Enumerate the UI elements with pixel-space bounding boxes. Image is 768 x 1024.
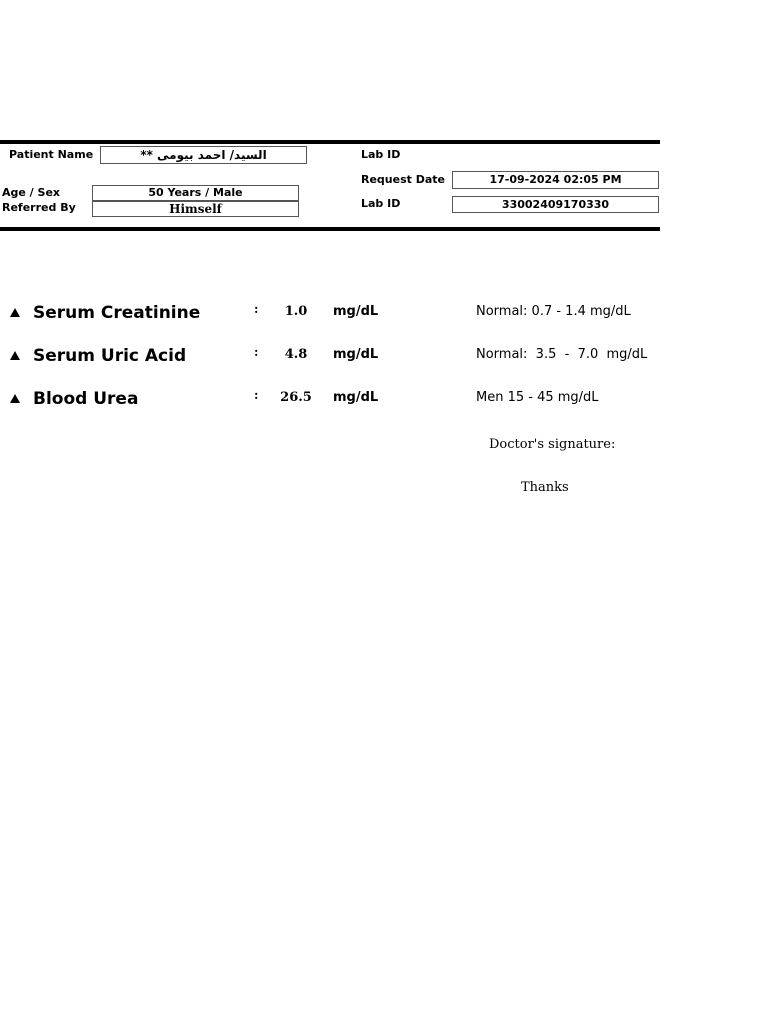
patient-name-value: السيد/ احمد بيومى ** (100, 146, 307, 164)
referred-by-label: Referred By (2, 201, 76, 214)
test-reference-range: Normal: 3.5 - 7.0 mg/dL (476, 347, 648, 362)
test-row-blood-urea (0, 387, 768, 411)
test-name: Blood Urea (33, 389, 139, 409)
triangle-up-icon (10, 351, 20, 360)
test-unit: mg/dL (333, 304, 379, 319)
test-value: 1.0 (284, 304, 308, 319)
referred-by-value: Himself (92, 201, 299, 217)
lab-id-label: Lab ID (361, 197, 401, 210)
thanks-text: Thanks (521, 480, 569, 495)
test-unit: mg/dL (333, 347, 379, 362)
triangle-up-icon (10, 308, 20, 317)
age-sex-label: Age / Sex (2, 186, 61, 199)
age-sex-value: 50 Years / Male (92, 185, 299, 201)
test-row-serum-creatinine (0, 301, 768, 325)
test-separator: : (254, 388, 259, 402)
header-top-rule (0, 140, 660, 144)
test-reference-range: Men 15 - 45 mg/dL (476, 390, 599, 405)
triangle-up-icon (10, 394, 20, 403)
doctor-signature-label: Doctor's signature: (489, 437, 616, 452)
request-date-label: Request Date (361, 173, 446, 186)
lab-id-label-top: Lab ID (361, 148, 401, 161)
test-name: Serum Uric Acid (33, 346, 187, 366)
test-value: 26.5 (280, 390, 312, 405)
test-row-serum-uric-acid (0, 344, 768, 368)
patient-name-label: Patient Name (9, 148, 94, 161)
test-separator: : (254, 302, 259, 316)
header-bottom-rule (0, 227, 660, 231)
test-name: Serum Creatinine (33, 303, 201, 323)
test-value: 4.8 (284, 347, 308, 362)
test-unit: mg/dL (333, 390, 379, 405)
request-date-value: 17-09-2024 02:05 PM (452, 171, 659, 189)
lab-id-value: 33002409170330 (452, 196, 659, 213)
test-reference-range: Normal: 0.7 - 1.4 mg/dL (476, 304, 631, 319)
test-separator: : (254, 345, 259, 359)
